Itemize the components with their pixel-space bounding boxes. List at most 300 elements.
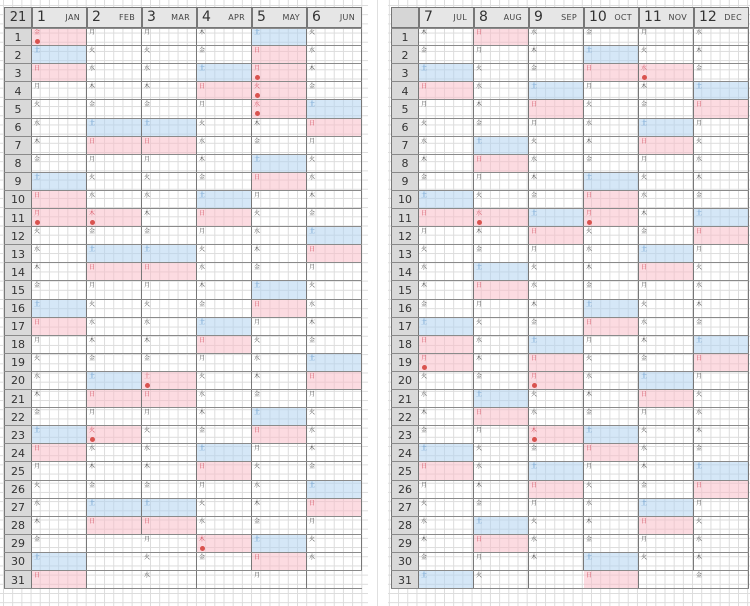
day-cell[interactable] xyxy=(694,553,748,571)
day-cell[interactable] xyxy=(142,100,196,118)
day-cell[interactable] xyxy=(584,390,638,408)
day-cell[interactable] xyxy=(252,46,306,64)
day-cell[interactable] xyxy=(419,46,473,64)
day-cell[interactable] xyxy=(252,372,306,390)
day-cell[interactable] xyxy=(32,390,86,408)
day-cell[interactable] xyxy=(32,300,86,318)
day-cell[interactable] xyxy=(639,173,693,191)
day-cell[interactable] xyxy=(252,191,306,209)
day-cell[interactable] xyxy=(639,444,693,462)
day-cell[interactable] xyxy=(474,281,528,299)
day-cell[interactable] xyxy=(142,462,196,480)
day-cell[interactable] xyxy=(694,155,748,173)
day-cell[interactable] xyxy=(87,173,141,191)
day-cell[interactable] xyxy=(87,82,141,100)
day-cell[interactable] xyxy=(142,82,196,100)
day-cell[interactable] xyxy=(32,245,86,263)
day-cell[interactable] xyxy=(694,173,748,191)
day-cell[interactable] xyxy=(197,173,251,191)
day-cell[interactable] xyxy=(252,517,306,535)
day-cell[interactable] xyxy=(694,28,748,46)
day-cell[interactable] xyxy=(197,28,251,46)
day-cell[interactable] xyxy=(474,336,528,354)
day-cell[interactable] xyxy=(32,372,86,390)
day-cell[interactable] xyxy=(142,426,196,444)
day-cell[interactable] xyxy=(694,372,748,390)
day-cell[interactable] xyxy=(529,263,583,281)
day-cell[interactable] xyxy=(474,408,528,426)
day-cell[interactable] xyxy=(252,390,306,408)
day-cell[interactable] xyxy=(694,571,748,589)
day-cell[interactable] xyxy=(142,571,196,589)
day-cell[interactable] xyxy=(694,318,748,336)
day-cell[interactable] xyxy=(142,481,196,499)
day-cell[interactable] xyxy=(252,245,306,263)
day-cell[interactable] xyxy=(529,517,583,535)
day-cell[interactable] xyxy=(307,481,361,499)
day-cell[interactable] xyxy=(584,28,638,46)
day-cell[interactable] xyxy=(419,481,473,499)
day-cell[interactable] xyxy=(197,64,251,82)
day-cell[interactable] xyxy=(474,481,528,499)
day-cell[interactable] xyxy=(639,535,693,553)
day-cell[interactable] xyxy=(529,64,583,82)
day-cell[interactable] xyxy=(32,408,86,426)
day-cell[interactable] xyxy=(584,281,638,299)
day-cell[interactable] xyxy=(639,517,693,535)
day-cell[interactable] xyxy=(419,499,473,517)
day-cell[interactable] xyxy=(32,100,86,118)
day-cell[interactable] xyxy=(197,300,251,318)
day-cell[interactable] xyxy=(87,300,141,318)
day-cell[interactable] xyxy=(584,336,638,354)
day-cell[interactable] xyxy=(32,263,86,281)
day-cell[interactable] xyxy=(87,481,141,499)
day-cell[interactable] xyxy=(584,46,638,64)
day-cell[interactable] xyxy=(32,137,86,155)
day-cell[interactable] xyxy=(474,390,528,408)
day-cell[interactable] xyxy=(252,535,306,553)
day-cell[interactable] xyxy=(32,227,86,245)
day-cell[interactable] xyxy=(474,137,528,155)
day-cell[interactable] xyxy=(252,227,306,245)
day-cell[interactable] xyxy=(32,499,86,517)
day-cell[interactable] xyxy=(639,46,693,64)
day-cell[interactable] xyxy=(584,119,638,137)
day-cell[interactable] xyxy=(307,245,361,263)
day-cell[interactable] xyxy=(142,499,196,517)
day-cell[interactable] xyxy=(142,535,196,553)
day-cell[interactable] xyxy=(87,263,141,281)
day-cell[interactable] xyxy=(197,209,251,227)
day-cell[interactable] xyxy=(142,191,196,209)
day-cell[interactable] xyxy=(252,499,306,517)
day-cell[interactable] xyxy=(142,300,196,318)
day-cell[interactable] xyxy=(639,209,693,227)
day-cell[interactable] xyxy=(142,318,196,336)
day-cell[interactable] xyxy=(307,318,361,336)
day-cell[interactable] xyxy=(252,553,306,571)
day-cell[interactable] xyxy=(639,28,693,46)
day-cell[interactable] xyxy=(32,462,86,480)
day-cell[interactable] xyxy=(252,444,306,462)
day-cell[interactable] xyxy=(142,517,196,535)
day-cell[interactable] xyxy=(419,426,473,444)
day-cell[interactable] xyxy=(529,227,583,245)
day-cell[interactable] xyxy=(694,499,748,517)
day-cell[interactable] xyxy=(474,263,528,281)
day-cell[interactable] xyxy=(474,64,528,82)
day-cell[interactable] xyxy=(307,137,361,155)
day-cell[interactable] xyxy=(474,372,528,390)
day-cell[interactable] xyxy=(87,517,141,535)
day-cell[interactable] xyxy=(639,318,693,336)
day-cell[interactable] xyxy=(419,173,473,191)
day-cell[interactable] xyxy=(197,481,251,499)
day-cell[interactable] xyxy=(584,100,638,118)
day-cell[interactable] xyxy=(252,28,306,46)
day-cell[interactable] xyxy=(419,553,473,571)
day-cell[interactable] xyxy=(142,390,196,408)
day-cell[interactable] xyxy=(307,444,361,462)
day-cell[interactable] xyxy=(419,372,473,390)
day-cell[interactable] xyxy=(639,499,693,517)
day-cell[interactable] xyxy=(529,119,583,137)
day-cell[interactable] xyxy=(639,426,693,444)
day-cell[interactable] xyxy=(474,517,528,535)
day-cell[interactable] xyxy=(529,481,583,499)
day-cell[interactable] xyxy=(87,499,141,517)
day-cell[interactable] xyxy=(197,408,251,426)
day-cell[interactable] xyxy=(197,46,251,64)
day-cell[interactable] xyxy=(87,191,141,209)
day-cell[interactable] xyxy=(252,137,306,155)
day-cell[interactable] xyxy=(694,481,748,499)
day-cell[interactable] xyxy=(197,100,251,118)
day-cell[interactable] xyxy=(639,481,693,499)
day-cell[interactable] xyxy=(474,227,528,245)
day-cell[interactable] xyxy=(639,300,693,318)
day-cell[interactable] xyxy=(474,28,528,46)
day-cell[interactable] xyxy=(584,535,638,553)
day-cell[interactable] xyxy=(694,426,748,444)
day-cell[interactable] xyxy=(474,46,528,64)
day-cell[interactable] xyxy=(474,209,528,227)
day-cell[interactable] xyxy=(32,444,86,462)
day-cell[interactable] xyxy=(87,426,141,444)
day-cell[interactable] xyxy=(142,553,196,571)
day-cell[interactable] xyxy=(639,82,693,100)
day-cell[interactable] xyxy=(639,119,693,137)
day-cell[interactable] xyxy=(252,173,306,191)
day-cell[interactable] xyxy=(252,336,306,354)
day-cell[interactable] xyxy=(529,535,583,553)
day-cell[interactable] xyxy=(87,408,141,426)
day-cell[interactable] xyxy=(474,119,528,137)
day-cell[interactable] xyxy=(32,173,86,191)
day-cell[interactable] xyxy=(639,191,693,209)
day-cell[interactable] xyxy=(694,535,748,553)
day-cell[interactable] xyxy=(32,517,86,535)
day-cell[interactable] xyxy=(529,82,583,100)
day-cell[interactable] xyxy=(32,571,86,589)
day-cell[interactable] xyxy=(142,263,196,281)
day-cell[interactable] xyxy=(252,100,306,118)
day-cell[interactable] xyxy=(584,191,638,209)
day-cell[interactable] xyxy=(32,426,86,444)
day-cell[interactable] xyxy=(474,499,528,517)
day-cell[interactable] xyxy=(694,517,748,535)
day-cell[interactable] xyxy=(584,82,638,100)
day-cell[interactable] xyxy=(252,82,306,100)
day-cell[interactable] xyxy=(307,372,361,390)
day-cell[interactable] xyxy=(474,571,528,589)
day-cell[interactable] xyxy=(87,28,141,46)
day-cell[interactable] xyxy=(32,354,86,372)
day-cell[interactable] xyxy=(87,64,141,82)
day-cell[interactable] xyxy=(694,336,748,354)
day-cell[interactable] xyxy=(142,372,196,390)
day-cell[interactable] xyxy=(584,318,638,336)
day-cell[interactable] xyxy=(197,281,251,299)
day-cell[interactable] xyxy=(529,245,583,263)
day-cell[interactable] xyxy=(87,100,141,118)
day-cell[interactable] xyxy=(197,263,251,281)
day-cell[interactable] xyxy=(529,426,583,444)
day-cell[interactable] xyxy=(32,535,86,553)
day-cell[interactable] xyxy=(639,372,693,390)
day-cell[interactable] xyxy=(639,155,693,173)
day-cell[interactable] xyxy=(694,119,748,137)
day-cell[interactable] xyxy=(142,408,196,426)
day-cell[interactable] xyxy=(694,191,748,209)
day-cell[interactable] xyxy=(87,119,141,137)
day-cell[interactable] xyxy=(639,462,693,480)
day-cell[interactable] xyxy=(252,481,306,499)
day-cell[interactable] xyxy=(307,191,361,209)
day-cell[interactable] xyxy=(584,553,638,571)
day-cell[interactable] xyxy=(252,300,306,318)
day-cell[interactable] xyxy=(584,209,638,227)
day-cell[interactable] xyxy=(419,245,473,263)
day-cell[interactable] xyxy=(307,281,361,299)
day-cell[interactable] xyxy=(197,191,251,209)
day-cell[interactable] xyxy=(474,318,528,336)
day-cell[interactable] xyxy=(197,535,251,553)
day-cell[interactable] xyxy=(307,517,361,535)
day-cell[interactable] xyxy=(474,354,528,372)
day-cell[interactable] xyxy=(474,173,528,191)
day-cell[interactable] xyxy=(419,281,473,299)
day-cell[interactable] xyxy=(307,535,361,553)
day-cell[interactable] xyxy=(529,173,583,191)
day-cell[interactable] xyxy=(584,155,638,173)
day-cell[interactable] xyxy=(474,155,528,173)
day-cell[interactable] xyxy=(529,372,583,390)
day-cell[interactable] xyxy=(639,354,693,372)
day-cell[interactable] xyxy=(307,263,361,281)
day-cell[interactable] xyxy=(474,245,528,263)
day-cell[interactable] xyxy=(142,209,196,227)
day-cell[interactable] xyxy=(142,137,196,155)
day-cell[interactable] xyxy=(197,318,251,336)
day-cell[interactable] xyxy=(252,354,306,372)
day-cell[interactable] xyxy=(639,553,693,571)
day-cell[interactable] xyxy=(197,462,251,480)
day-cell[interactable] xyxy=(87,137,141,155)
day-cell[interactable] xyxy=(584,571,638,589)
day-cell[interactable] xyxy=(529,300,583,318)
day-cell[interactable] xyxy=(307,64,361,82)
day-cell[interactable] xyxy=(87,245,141,263)
day-cell[interactable] xyxy=(307,28,361,46)
day-cell[interactable] xyxy=(87,209,141,227)
day-cell[interactable] xyxy=(474,426,528,444)
day-cell[interactable] xyxy=(142,245,196,263)
day-cell[interactable] xyxy=(197,372,251,390)
day-cell[interactable] xyxy=(142,64,196,82)
day-cell[interactable] xyxy=(307,336,361,354)
day-cell[interactable] xyxy=(197,155,251,173)
day-cell[interactable] xyxy=(197,517,251,535)
day-cell[interactable] xyxy=(694,209,748,227)
day-cell[interactable] xyxy=(694,227,748,245)
day-cell[interactable] xyxy=(197,390,251,408)
day-cell[interactable] xyxy=(639,408,693,426)
day-cell[interactable] xyxy=(87,227,141,245)
day-cell[interactable] xyxy=(197,119,251,137)
day-cell[interactable] xyxy=(32,82,86,100)
day-cell[interactable] xyxy=(419,137,473,155)
day-cell[interactable] xyxy=(584,462,638,480)
day-cell[interactable] xyxy=(584,64,638,82)
day-cell[interactable] xyxy=(419,354,473,372)
day-cell[interactable] xyxy=(87,155,141,173)
day-cell[interactable] xyxy=(197,444,251,462)
day-cell[interactable] xyxy=(694,82,748,100)
day-cell[interactable] xyxy=(639,245,693,263)
day-cell[interactable] xyxy=(87,281,141,299)
day-cell[interactable] xyxy=(32,553,86,571)
day-cell[interactable] xyxy=(694,263,748,281)
day-cell[interactable] xyxy=(639,227,693,245)
day-cell[interactable] xyxy=(307,173,361,191)
day-cell[interactable] xyxy=(142,119,196,137)
day-cell[interactable] xyxy=(307,155,361,173)
day-cell[interactable] xyxy=(252,408,306,426)
day-cell[interactable] xyxy=(197,553,251,571)
day-cell[interactable] xyxy=(529,553,583,571)
day-cell[interactable] xyxy=(32,28,86,46)
day-cell[interactable] xyxy=(639,100,693,118)
day-cell[interactable] xyxy=(32,119,86,137)
day-cell[interactable] xyxy=(584,481,638,499)
day-cell[interactable] xyxy=(639,263,693,281)
day-cell[interactable] xyxy=(639,137,693,155)
day-cell[interactable] xyxy=(32,191,86,209)
day-cell[interactable] xyxy=(694,390,748,408)
day-cell[interactable] xyxy=(419,300,473,318)
day-cell[interactable] xyxy=(419,408,473,426)
day-cell[interactable] xyxy=(474,300,528,318)
day-cell[interactable] xyxy=(584,227,638,245)
day-cell[interactable] xyxy=(529,28,583,46)
day-cell[interactable] xyxy=(87,336,141,354)
day-cell[interactable] xyxy=(252,318,306,336)
day-cell[interactable] xyxy=(529,137,583,155)
day-cell[interactable] xyxy=(584,245,638,263)
day-cell[interactable] xyxy=(142,173,196,191)
day-cell[interactable] xyxy=(419,209,473,227)
day-cell[interactable] xyxy=(252,462,306,480)
day-cell[interactable] xyxy=(142,281,196,299)
day-cell[interactable] xyxy=(252,281,306,299)
day-cell[interactable] xyxy=(197,354,251,372)
day-cell[interactable] xyxy=(87,444,141,462)
day-cell[interactable] xyxy=(639,390,693,408)
day-cell[interactable] xyxy=(197,82,251,100)
day-cell[interactable] xyxy=(529,281,583,299)
day-cell[interactable] xyxy=(419,64,473,82)
day-cell[interactable] xyxy=(142,336,196,354)
day-cell[interactable] xyxy=(584,499,638,517)
day-cell[interactable] xyxy=(307,499,361,517)
day-cell[interactable] xyxy=(32,155,86,173)
day-cell[interactable] xyxy=(252,155,306,173)
day-cell[interactable] xyxy=(307,354,361,372)
day-cell[interactable] xyxy=(307,209,361,227)
day-cell[interactable] xyxy=(197,227,251,245)
day-cell[interactable] xyxy=(584,354,638,372)
day-cell[interactable] xyxy=(694,408,748,426)
day-cell[interactable] xyxy=(32,46,86,64)
day-cell[interactable] xyxy=(529,318,583,336)
day-cell[interactable] xyxy=(419,100,473,118)
day-cell[interactable] xyxy=(197,245,251,263)
day-cell[interactable] xyxy=(252,426,306,444)
day-cell[interactable] xyxy=(529,336,583,354)
day-cell[interactable] xyxy=(694,137,748,155)
day-cell[interactable] xyxy=(474,444,528,462)
day-cell[interactable] xyxy=(694,444,748,462)
day-cell[interactable] xyxy=(252,119,306,137)
day-cell[interactable] xyxy=(419,535,473,553)
day-cell[interactable] xyxy=(584,408,638,426)
day-cell[interactable] xyxy=(142,46,196,64)
day-cell[interactable] xyxy=(529,408,583,426)
day-cell[interactable] xyxy=(639,64,693,82)
day-cell[interactable] xyxy=(197,499,251,517)
day-cell[interactable] xyxy=(474,100,528,118)
day-cell[interactable] xyxy=(419,517,473,535)
day-cell[interactable] xyxy=(419,191,473,209)
day-cell[interactable] xyxy=(529,390,583,408)
day-cell[interactable] xyxy=(419,28,473,46)
day-cell[interactable] xyxy=(694,46,748,64)
day-cell[interactable] xyxy=(419,155,473,173)
day-cell[interactable] xyxy=(529,354,583,372)
day-cell[interactable] xyxy=(142,28,196,46)
day-cell[interactable] xyxy=(307,100,361,118)
day-cell[interactable] xyxy=(32,281,86,299)
day-cell[interactable] xyxy=(419,227,473,245)
day-cell[interactable] xyxy=(419,318,473,336)
day-cell[interactable] xyxy=(419,119,473,137)
day-cell[interactable] xyxy=(252,64,306,82)
day-cell[interactable] xyxy=(694,281,748,299)
day-cell[interactable] xyxy=(142,444,196,462)
day-cell[interactable] xyxy=(307,227,361,245)
